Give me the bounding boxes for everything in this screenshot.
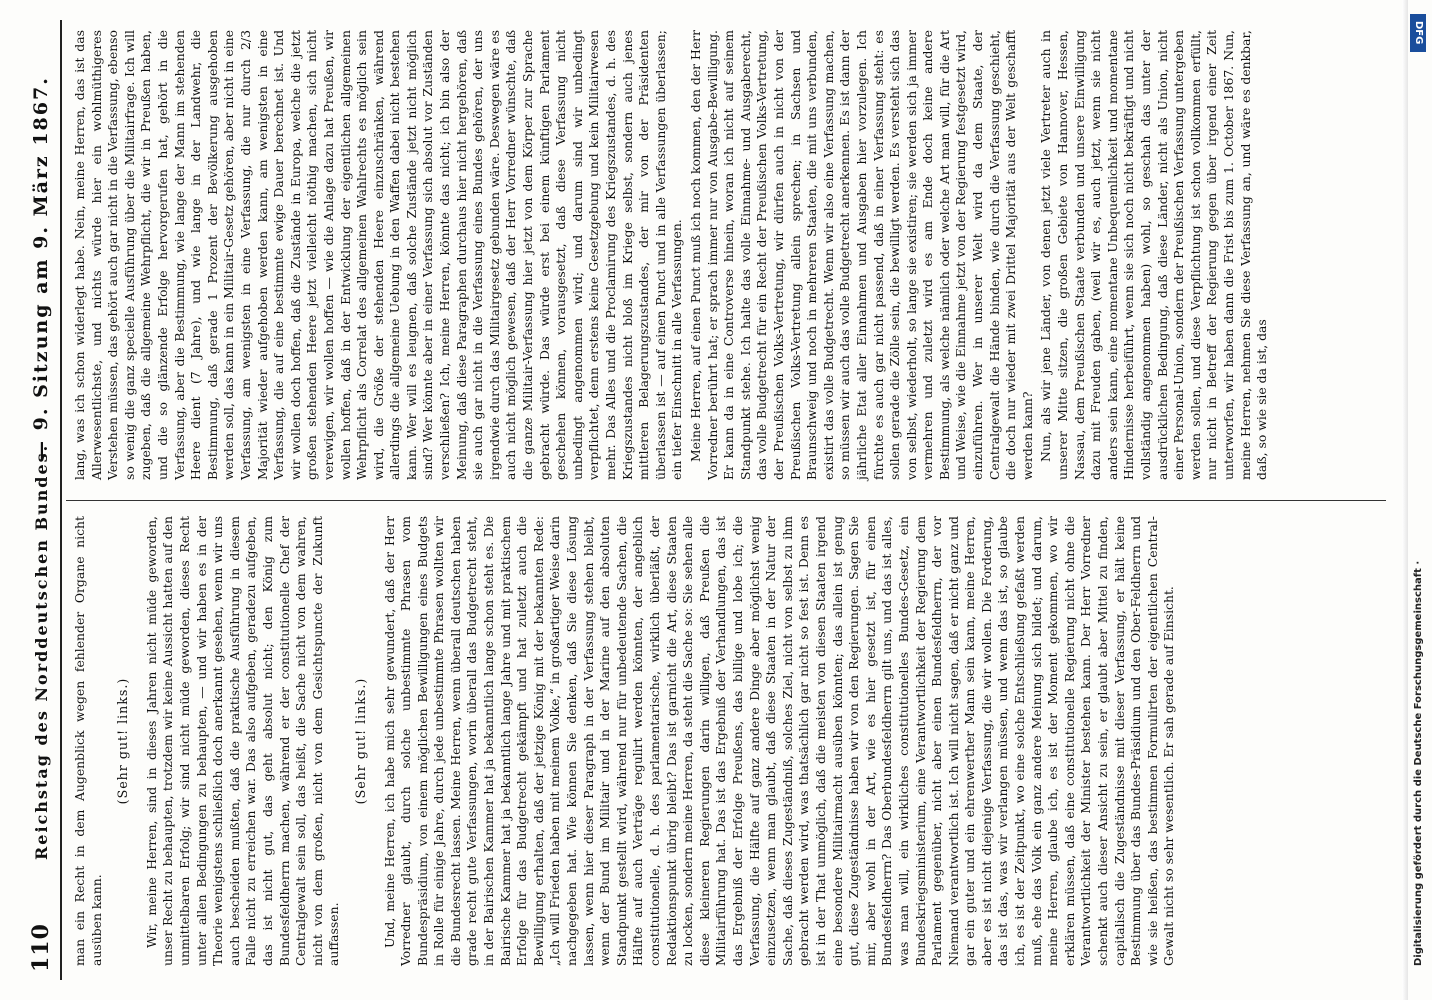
column-divider (66, 500, 1386, 501)
applause-note: (Sehr gut! links.) (352, 677, 368, 805)
header-rule (60, 20, 62, 980)
applause-note: (Sehr gut! links.) (115, 677, 131, 805)
page-number: 110 (28, 923, 54, 972)
dfg-credit-text: Digitalisierung gefördert durch die Deutsche Forschungsgemeinschaft · (1413, 560, 1424, 966)
page-header (22, 20, 62, 980)
paragraph: Und, meine Herren, ich habe mich sehr gewundert, daß der Herr Vorredner glaubt, durch solche unbestimmte Phrasen vom Bundespräsidium, von einem möglichen Bewilligungen eines Budgets in Rolle für einige Jahre, durch jede unbestimmte Phrasen wollten wir die Bundesrecht lassen. Meine Herren, wenn überall deutschen haben grade recht gute Verfassungen, worin überall das Budgetrecht steht, in der Bairischen Kammer hat ja bekanntlich lange schon steht es. Die Bairische Kammer hat ja bekanntlich lange Jahre und mit praktischem Erfolge für das Budgetrecht gekämpft und hat zuletzt auch die Bewilligung erhalten, daß der jetzige König mit der bekannten Rede: „Ich will Frieden haben mit meinem Volke,“ in großartiger Weise darin nachgegeben hat. Wie können Sie denken, daß Sie diese Lösung lassen, wenn hier dieser Paragraph in der Verfassung stehen bleibt, wenn der Bund im Militair und in der Marine auf den absoluten Standpunkt gestellt wird, während nur für unbedeutende Sachen, die Hälfte auf auch Verträge regulirt werden könnten, der angeblich constitutionelle, d. h. des parlamentarische, wirklich überläßt, der Redaktionspunkt übrig bleibt? Das ist garnicht die Art, diese Staaten zu locken, sondern meine Herren, da steht die Sache so: Sie sehen alle diese kleineren Regierungen darin willigen, daß Preußen die Militairführung hat. Das ist das Ergebniß der Verhandlungen, das ist das Ergebniß der Erfolge Preußens, das billige und lobe ich; die Verfassung, die Hälfte auf ganz andere Dinge aber möglichst wenig einzusetzen, wenn man glaubt, daß diese Staaten in der Natur der Sache, daß dieses Zugeständniß, solches Ziel, nicht von selbst zu ihm gebracht werden wird, was thatsächlich gar nicht so fest ist. Denn es ist in der That unmöglich, daß die meisten von diesen Staaten irgend eine besondere Militairmacht ausüben könnten; das allein ist genug gut, diese Zugeständnisse haben wir von den Regierungen. Sagen Sie mir, aber wohl in der Art, wie es hier gesetzt ist, für einen Bundesfeldherrn? Das Oberbundesfeldherrn gilt uns, und das ist alles, was man will, ein wirkliches constitutionelles Bundes-Gesetz, ein Bundeskriegsministerium, eine Verantwortlichkeit der Regierung dem Parlament gegenüber, nicht aber einen Bundesfeldherrn, der vor Niemand verantwortlich ist. Ich will nicht sagen, daß er nicht ganz und gar ein guter und ein ehrenwerther Mann sein kann, meine Herren, aber es ist nicht diejenige Verfassung, die wir wollen. Die Forderung, das ist das, was wir verlangen müssen, und wenn das ist, so glaube ich, es ist der Zeitpunkt, wo eine solche Entschließung gefaßt werden muß, ehe das Volk ein ganz andere Meinung sich bildet; und darum, meine Herren, glaube ich, es ist der Moment gekommen, wo wir erklären müssen, daß eine constitutionelle Regierung nicht ohne die Verantwortlichkeit der Minister bestehen kann. Der Herr Vorredner schenkt auch dieser Ansicht zu sein, er glaubt aber Mittel zu finden, capitalisch die Zugeständnisse mit dieser Verfassung, er hält keine Bestimmung über das Bundes-Präsidium und den Ober-Feldherrn und wie sie heißen, das bestimmen Formulirten der eigentlichen Central-Gewalt nicht so sehr wesentlich. Er sah gerade auf Einsicht. (381, 516, 1177, 966)
running-title-left: Reichstag des Norddeutschen Bundes. (32, 443, 51, 860)
paragraph: Meine Herren, auf einen Punct muß ich noch kommen, den der Herr Vorredner berührt hat; er sprach immer nur von Ausgabe-Bewilligung. Er kann da in eine Controverse hinein, woran ich nicht auf seinem Standpunkt stehe. Ich halte das volle Einnahme- und Ausgaberecht, das volle Budgetrecht für ein Recht der Preußischen Volks-Vertretung, der Preußischen Volks-Vertretung, wir dürfen auch in nicht von der Preußischen Volks-Vertretung allein sprechen; in Sachsen und Braunschweig und noch in mehreren Staaten, die mit uns verbunden, existirt das volle Budgetrecht. Wenn wir also eine Verfassung machen, so müssen wir auch das volle Budgetrecht anerkennen. Es ist dann der jährliche Etat aller Einnahmen und Ausgaben hier vorzulegen. Ich fürchte es auch gar nicht passend, daß in einer Verfassung steht: es sollen gerade die Zölle sein, die bewilligt werden. Es versteht sich das von selbst, wiederholt, so lange sie existiren; sie werden sich ja immer vermehren und zuletzt wird es am Ende doch keine andere Bestimmung, als welche nämlich oder welche Art man will, für die Art und Weise, wie die Einnahme jetzt von der Regierung festgesetzt wird, einzuführen. Wer in unserer Welt wird da dem Staate, der Centralgewalt die Hände binden, wie durch die Verfassung geschieht, die doch nur wieder mit zwei Drittel Majorität aus der Welt geschafft werden kann? (687, 30, 1035, 480)
dfg-watermark (1408, 6, 1428, 996)
dfg-logo: DFG (1410, 14, 1426, 52)
running-title-right: — 9. Sitzung am 9. März 1867. (30, 76, 52, 460)
paragraph: Wir, meine Herren, sind in dieses Jahren nicht müde geworden, unser Recht zu behaupten, trotzdem wir keine Aussicht hatten auf den unmittelbaren Erfolg; wir sind nicht müde geworden, dieses Recht unter allen Bedingungen zu behaupten, — und wir haben es in der Theorie wenigstens schließlich doch anerkannt gesehen, wenn wir uns auch bescheiden mußten, daß die praktische Ausführung in diesem Falle nicht zu erreichen war. Das also aufgeben, geradezu aufgeben, das ist nicht gut, das geht absolut nicht; den König zum Bundesfeldherrn machen, während er der constitutionelle Chef der Centralgewalt sein soll, das heißt, die Sache nicht von dem wahren, nicht von dem großen, nicht von dem Gesichtspuncte der Zukunft auffassen. (143, 516, 342, 966)
paragraph: Nun, als wir jene Länder, von denen jetzt viele Vertreter auch in unserer Mitte sitzen, die großen Gebiete von Hannover, Hessen, Nassau, dem Preußischen Staate verbunden und unsere Einwilligung dazu mit Freuden gaben, (weil wir es, auch jetzt, wenn sie nicht anders sein kann, eine momentane Unbequemlichkeit und momentane Hindernisse herbeiführt, wenn sie sich noch nicht bekräftigt und nicht vollständig angenommen haben) wohl, so geschah das unter der ausdrücklichen Bedingung, daß diese Länder, nicht als Union, nicht einer Personal-Union, sondern der Preußischen Verfassung untergeben werden sollen, und diese Verpflichtung ist schon vollkommen erfüllt, nur nicht in Betreff der Regierung gegen über irgend einer Zeit unterworfen, wir haben dann die Frist bis zum 1. October 1867. Nun, meine Herren, nehmen Sie diese Verfassung an, und wäre es denkbar, daß, so wie sie da ist, das (1038, 30, 1270, 480)
right-column (72, 30, 1273, 480)
left-column (72, 516, 1180, 966)
paragraph: man ein Recht in dem Augenblick wegen fehlender Organe nicht ausüben kann. (72, 516, 104, 966)
paragraph: lang, was ich schon widerlegt habe. Nein, meine Herren, das ist das Allerwesentlichste, und nichts würde hier ein wohlmüthigeres Verstehen müssen, das gehört auch gar nicht in die Verfassung, ebenso so wenig die ganz specielle Ausführung über die Militairfrage. Ich will zugeben, daß die allgemeine Wehrpflicht, die wir in Preußen haben, und die so glänzende Erfolge hervorgerufen hat, gehört in die Verfassung, aber die Bestimmung, wie lange der Mann im stehenden Heere dient (7 Jahre), und wie lange in der Landwehr, die Bestimmung, daß gerade 1 Prozent der Bevölkerung ausgehoben werden soll, das kann in ein Militair-Gesetz gehören, aber nicht in eine Verfassung, am wenigsten in eine Verfassung, die nur durch 2/3 Majorität wieder aufgehoben werden kann, am wenigsten in eine Verfassung, die auf eine bestimmte ewige Dauer berechnet ist. Und wir wollen doch hoffen, daß die Zustände in Europa, welche die jetzt großen stehenden Heere jetzt vielleicht nöthig machen, sich nicht verewigen, wir wollen hoffen — wie die Anlage dazu hat Preußen, wir wollen hoffen, daß in der Entwicklung der eigentlichen allgemeinen Wehrpflicht als Correlat des allgemeinen Wahlrechts es möglich sein wird, die Größe der stehenden Heere einzuschränken, während allerdings die allgemeine Uebung in den Waffen dabei nicht bestehen kann. Wer will es leugnen, daß solche Zustände jetzt nicht möglich sind? Wer könnte aber in einer Verfassung sich absolut vor Zuständen verschließen? Ich, meine Herren, könnte das nicht; ich bin also der Meinung, daß diese Paragraphen durchaus hier nicht hergehören, daß sie auch gar nicht in die Verfassung eines Bundes gehören, der uns irgendwie durch das Militairgesetz gebunden wäre. Deswegen wäre es auch nicht möglich gewesen, daß der Herr Vorredner wünschte, daß die ganze Militair-Verfassung hier jetzt von dem Körper zur Sprache gebracht würde. Das würde erst bei einem künftigen Parlament geschehen können, vorausgesetzt, daß diese Verfassung nicht unbedingt angenommen wird; und darum sind wir unbedingt verpflichtet, denn erstens keine Gesetzgebung und kein Militairwesen mehr. Das Alles und die Proclamirung des Kriegszustandes, d. h. des Kriegszustandes nicht bloß im Kriege selbst, sondern auch jenes mittleren Belagerungszustandes, der mir von der Präsidenten überlassen ist — auf einen Punct und in alle Verfassungen überlassen; ein tiefer Einschnitt in alle Verfassungen. (72, 30, 685, 480)
